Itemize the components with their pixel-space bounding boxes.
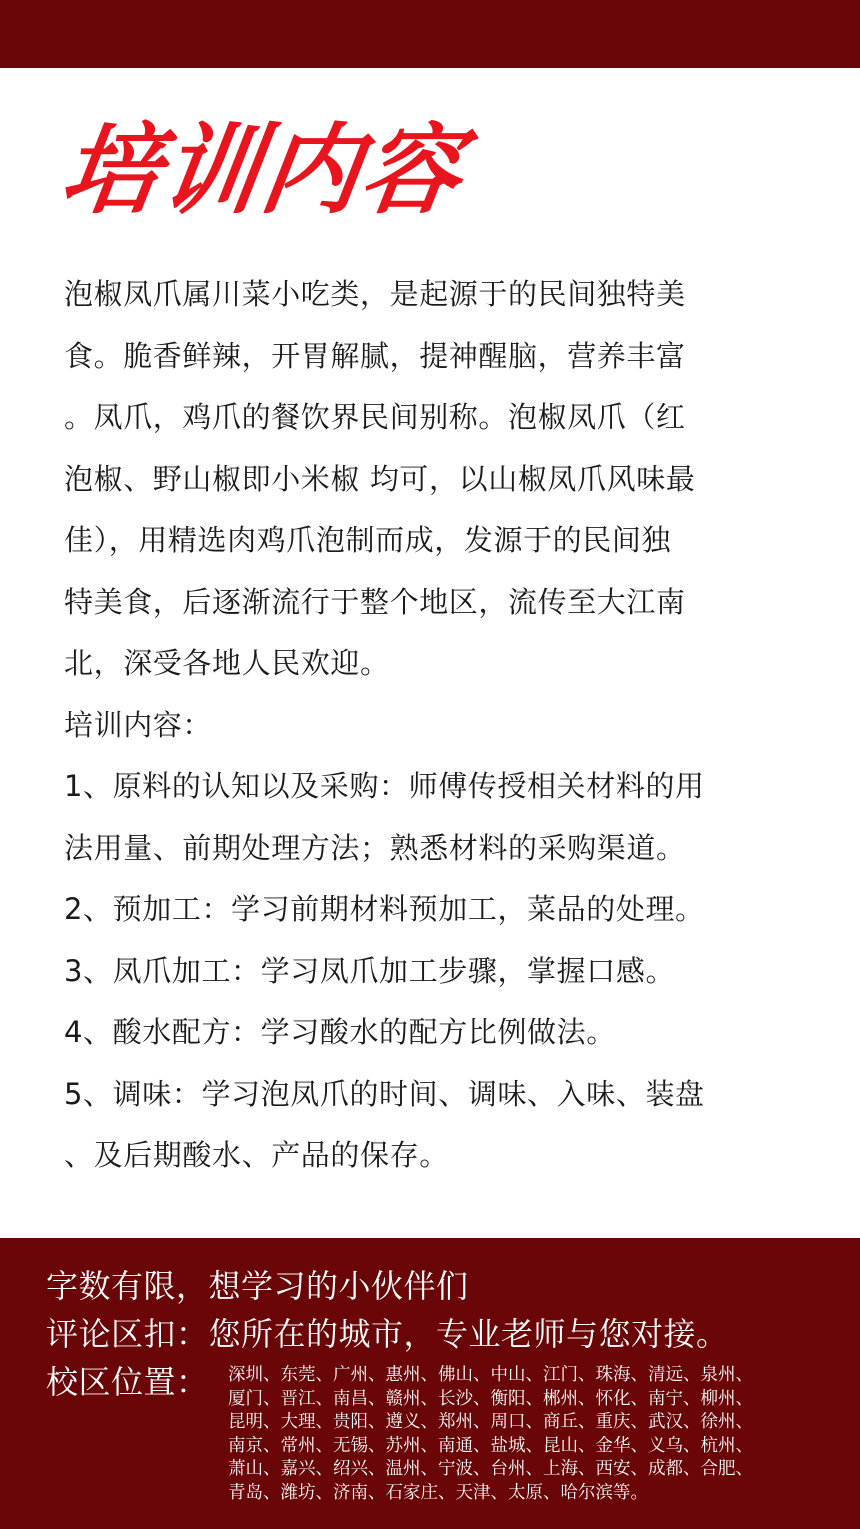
training-item-line: 3、凤爪加工：学习凤爪加工步骤，掌握口感。 [64, 953, 676, 988]
training-item-line: 法用量、前期处理方法；熟悉材料的采购渠道。 [64, 830, 686, 865]
city-list-line: 昆明、大理、贵阳、遵义、郑州、周口、商丘、重庆、武汉、徐州、 [228, 1412, 753, 1432]
intro-line: 特美食，后逐渐流行于整个地区，流传至大江南 [64, 584, 686, 619]
footer-contact-text: 评论区扣：您所在的城市，专业老师与您对接。 [46, 1315, 729, 1353]
training-item-line: 1、原料的认知以及采购：师傅传授相关材料的用 [64, 769, 705, 803]
top-banner-bar [0, 0, 860, 68]
footer-invite-text: 字数有限，想学习的小伙伴们 [46, 1267, 469, 1305]
training-item-line: 5、调味：学习泡凤爪的时间、调味、入味、装盘 [64, 1076, 705, 1111]
campus-city-list [228, 1364, 828, 1505]
page-title: 培训内容 [53, 114, 471, 228]
main-content-area [0, 68, 860, 1238]
footer-banner [0, 1238, 860, 1529]
training-item-line: 、及后期酸水、产品的保存。 [64, 1138, 449, 1172]
training-item-line: 4、酸水配方：学习酸水的配方比例做法。 [64, 1015, 616, 1049]
city-list-line: 深圳、东莞、广州、惠州、佛山、中山、江门、珠海、清远、泉州、 [228, 1365, 753, 1385]
intro-line: 佳），用精选肉鸡爪泡制而成，发源于的民间独 [64, 523, 672, 557]
intro-line: 食。脆香鲜辣，开胃解腻，提神醒脑，营养丰富 [64, 338, 686, 373]
campus-location-label: 校区位置： [46, 1363, 209, 1401]
intro-line: 泡椒凤爪属川菜小吃类，是起源于的民间独特美 [64, 277, 686, 311]
section-label: 培训内容： [64, 707, 213, 742]
training-item-line: 2、预加工：学习前期材料预加工，菜品的处理。 [64, 892, 705, 926]
city-list-line: 厦门、晋江、南昌、赣州、长沙、衡阳、郴州、怀化、南宁、柳州、 [228, 1388, 753, 1409]
article-body [64, 264, 804, 1187]
city-list-line: 萧山、嘉兴、绍兴、温州、宁波、台州、上海、西安、成都、合肥、 [228, 1459, 753, 1479]
city-list-line: 青岛、潍坊、济南、石家庄、天津、太原、哈尔滨等。 [228, 1482, 648, 1503]
city-list-line: 南京、常州、无锡、苏州、南通、盐城、昆山、金华、义乌、杭州、 [228, 1435, 753, 1456]
intro-line: 泡椒、野山椒即小米椒 均可，以山椒凤爪风味最 [64, 461, 696, 496]
intro-line: 北，深受各地人民欢迎。 [64, 646, 390, 680]
intro-line: 。凤爪，鸡爪的餐饮界民间别称。泡椒凤爪（红 [64, 400, 686, 434]
